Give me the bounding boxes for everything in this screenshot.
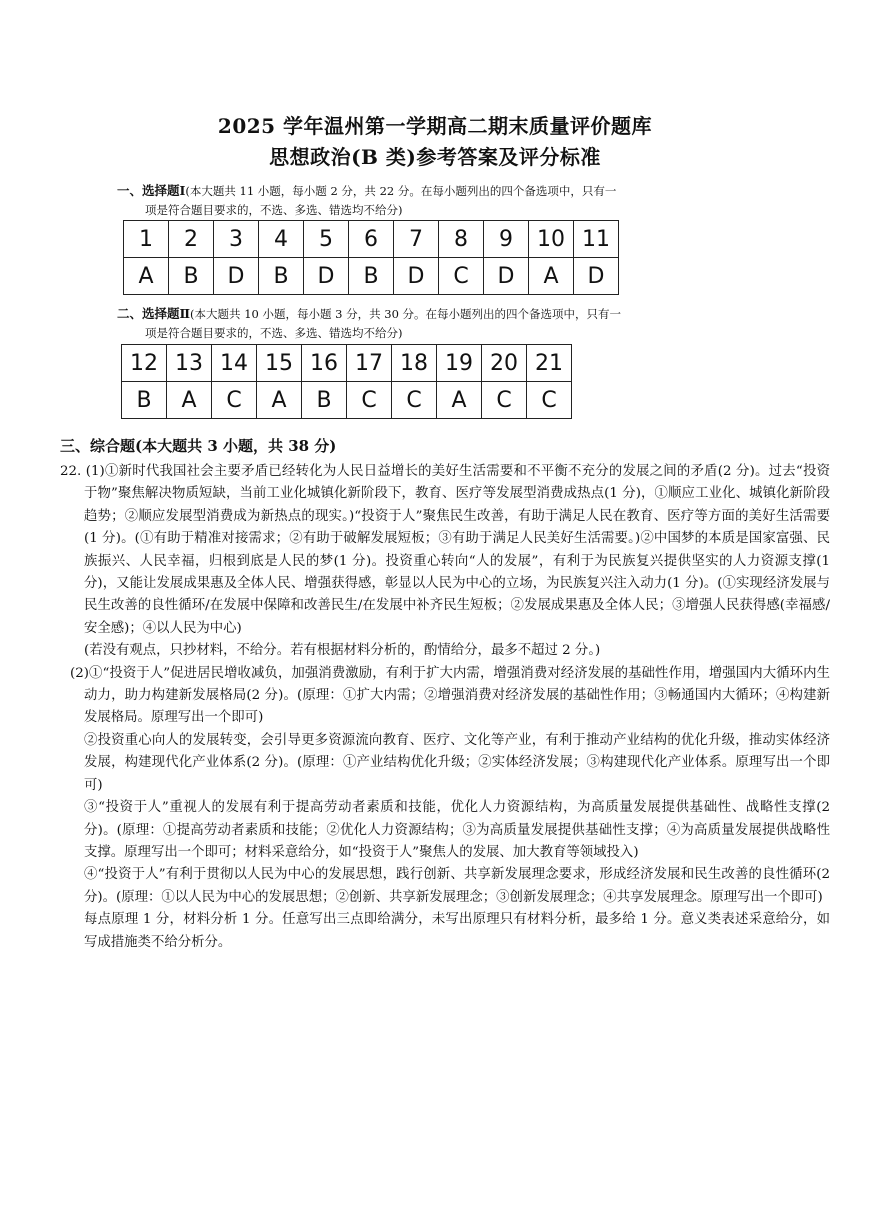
question-number-cell: 13: [167, 345, 212, 382]
answer-cell: A: [529, 258, 574, 295]
question-number-cell: 11: [574, 221, 619, 258]
q22-part1: 22. (1)①新时代我国社会主要矛盾已经转化为人民日益增长的美好生活需要和不平衡不充分的发展之间的矛盾(2 分)。过去“投资于物”聚焦解决物质短缺，当前工业化城镇化新阶段下，教育、医疗等发展型消费成热点(1 分)，①顺应工业化、城镇化新阶段趋势；②顺应发展型消费成为新热点的现实。)“投资于人”聚焦民生改善，有助于满足人民在教育、医疗等方面的美好生活需要(1 分)。(①有助于精准对接需求；②有助于破解发展短板；③有助于满足人民美好生活需要。)②中国梦的本质是国家富强、民族振兴、人民幸福，归根到底是人民的梦(1 分)。投资重心转向“人的发展”，有利于为民族复兴提供坚实的人力资源支撑(1 分)，又能让发展成果惠及全体人民、增强获得感，彰显以人民为中心的立场，为民族复兴注入动力(1 分)。(①实现经济发展与民生改善的良性循环/在发展中保障和改善民生/在发展中补齐民生短板；②发展成果惠及全体人民；③增强人民获得感(幸福感/安全感)；④以人民为中心): [60, 464, 830, 636]
answer-cell: D: [304, 258, 349, 295]
question-number-row: [124, 221, 619, 258]
section3-heading: 三、综合题(本大题共 3 小题，共 38 分): [60, 437, 337, 455]
section1-desc-line2: 项是符合题目要求的，不选、多选、错选均不给分): [145, 203, 403, 217]
section2-desc-line2: 项是符合题目要求的，不选、多选、错选均不给分): [145, 326, 403, 340]
q22-part2-point2: ②投资重心向人的发展转变，会引导更多资源流向教育、医疗、文化等产业，有利于推动产业结构的优化升级，推动实体经济发展，构建现代化产业体系(2 分)。(原理：①产业结构优化升级；②实体经济发展；③构建现代化产业体系。原理写出一个即可): [84, 732, 830, 793]
question-number-cell: 18: [392, 345, 437, 382]
question-number-cell: 14: [212, 345, 257, 382]
q22-part2-scoring: 每点原理 1 分，材料分析 1 分。任意写出三点即给满分，未写出原理只有材料分析，最多给 1 分。意义类表述采意给分，如写成措施类不给分析分。: [84, 912, 830, 950]
question-number-cell: 7: [394, 221, 439, 258]
answer-cell: D: [394, 258, 439, 295]
section2-desc-line1: (本大题共 10 小题，每小题 3 分，共 30 分。在每小题列出的四个备选项中，只有一: [190, 307, 622, 321]
question-number-row: [122, 345, 572, 382]
section1-answer-table: [123, 220, 619, 295]
answer-cell: B: [302, 382, 347, 419]
page-subtitle: 思想政治(B 类)参考答案及评分标准: [269, 145, 601, 169]
q22-part2-point1: (2)①“投资于人”促进居民增收减负，加强消费激励，有利于扩大内需，增强消费对经济发展的基础性作用，增强国内大循环内生动力，助力构建新发展格局(2 分)。(原理：①扩大内需；②增强消费对经济发展的基础性作用；③畅通国内大循环；④构建新发展格局。原理写出一个即可): [70, 665, 830, 726]
answer-cell: B: [122, 382, 167, 419]
section2-answer-table: [121, 344, 572, 419]
answer-cell: A: [437, 382, 482, 419]
section2-heading: [117, 304, 757, 343]
question-number-cell: 8: [439, 221, 484, 258]
answer-cell: C: [439, 258, 484, 295]
section2-title: 二、选择题Ⅱ: [117, 306, 191, 321]
question-number-cell: 3: [214, 221, 259, 258]
answer-cell: D: [214, 258, 259, 295]
answer-row: [122, 382, 572, 419]
page-title: 2025 学年温州第一学期高二期末质量评价题库: [217, 114, 653, 138]
answer-cell: C: [392, 382, 437, 419]
answer-cell: A: [124, 258, 169, 295]
answer-cell: A: [257, 382, 302, 419]
answer-cell: C: [482, 382, 527, 419]
q22-part2-point3: ③“投资于人”重视人的发展有利于提高劳动者素质和技能，优化人力资源结构，为高质量发展提供基础性、战略性支撑(2 分)。(原理：①提高劳动者素质和技能；②优化人力资源结构；③为高质量发展提供基础性支撑；④为高质量发展提供战略性支撑。原理写出一个即可；材料采意给分，如“投资于人”聚焦人的发展、加大教育等领域投入): [84, 800, 830, 860]
question-number-cell: 5: [304, 221, 349, 258]
question-number-cell: 2: [169, 221, 214, 258]
q22-part2-point4: ④“投资于人”有利于贯彻以人民为中心的发展思想，践行创新、共享新发展理念要求，形成经济发展和民生改善的良性循环(2 分)。(原理：①以人民为中心的发展思想；②创新、共享新发展理念；③创新发展理念；④共享发展理念。原理写出一个即可): [84, 867, 830, 905]
answer-cell: B: [349, 258, 394, 295]
question-number-cell: 20: [482, 345, 527, 382]
answer-cell: C: [212, 382, 257, 419]
question-number-cell: 19: [437, 345, 482, 382]
answer-cell: A: [167, 382, 212, 419]
question-number-cell: 1: [124, 221, 169, 258]
question-number-cell: 4: [259, 221, 304, 258]
answer-cell: C: [527, 382, 572, 419]
q22-part1-note: (若没有观点，只抄材料，不给分。若有根据材料分析的，酌情给分，最多不超过 2 分。): [84, 643, 601, 659]
section3-body: [60, 461, 830, 954]
answer-row: [124, 258, 619, 295]
question-number-cell: 9: [484, 221, 529, 258]
section1-title: 一、选择题Ⅰ: [117, 183, 186, 198]
answer-cell: C: [347, 382, 392, 419]
question-number-cell: 12: [122, 345, 167, 382]
section1-desc-line1: (本大题共 11 小题，每小题 2 分，共 22 分。在每小题列出的四个备选项中，只有一: [185, 184, 617, 198]
answer-cell: B: [259, 258, 304, 295]
question-number-cell: 10: [529, 221, 574, 258]
question-number-cell: 21: [527, 345, 572, 382]
question-number-cell: 15: [257, 345, 302, 382]
question-number-cell: 17: [347, 345, 392, 382]
question-number-cell: 6: [349, 221, 394, 258]
answer-cell: D: [574, 258, 619, 295]
answer-cell: B: [169, 258, 214, 295]
question-number-cell: 16: [302, 345, 347, 382]
answer-cell: D: [484, 258, 529, 295]
section1-heading: [117, 181, 757, 220]
